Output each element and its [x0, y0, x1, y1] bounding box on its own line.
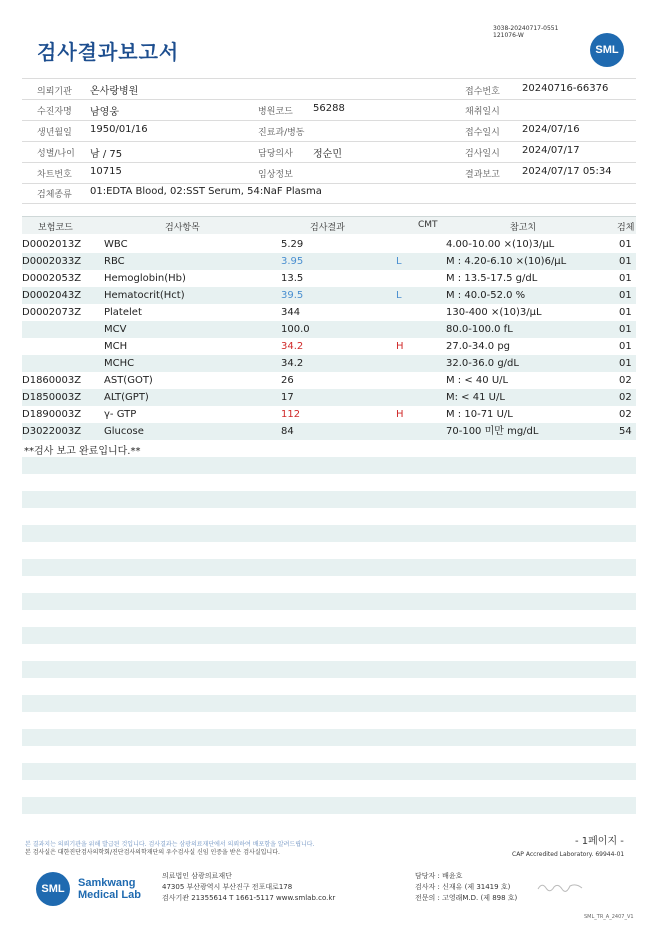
cell-result: 26 — [281, 375, 294, 386]
cell-cmt: H — [396, 341, 404, 352]
divider — [22, 78, 636, 79]
empty-row — [22, 491, 636, 508]
address-line2: 47305 부산광역시 부산진구 전포대로178 — [162, 883, 293, 891]
brand-name — [78, 877, 141, 901]
staff-line3: 전문의 : 고영래M.D. (제 898 호) — [415, 894, 518, 902]
sex-age-label: 성별/나이 — [37, 149, 75, 159]
col-header-cmt: CMT — [418, 220, 438, 230]
footnote-certification: 본 검사실은 대한진단검사의학회/진단검사의학재단의 우수검사실 신임 인증을 받은 검사실입니다. — [25, 849, 280, 856]
cell-specimen: 01 — [619, 324, 632, 335]
birth-label: 생년월일 — [37, 128, 72, 138]
cell-specimen: 01 — [619, 273, 632, 284]
cell-result: 3.95 — [281, 256, 304, 267]
cell-cmt: L — [396, 290, 402, 301]
cell-ref: M : 10-71 U/L — [446, 409, 513, 420]
col-header-result: 검사결과 — [310, 223, 345, 233]
cell-item: MCV — [104, 324, 127, 335]
cell-specimen: 01 — [619, 256, 632, 267]
cell-result: 17 — [281, 392, 294, 403]
cell-ref: 70-100 미만 mg/dL — [446, 426, 539, 437]
lab-address — [162, 871, 335, 904]
cell-item: Platelet — [104, 307, 142, 318]
divider — [22, 162, 636, 163]
specimen-value: 01:EDTA Blood, 02:SST Serum, 54:NaF Plasma — [90, 186, 322, 197]
cell-ref: M: < 41 U/L — [446, 392, 505, 403]
brand-line1: Samkwang — [78, 877, 136, 889]
cell-specimen: 02 — [619, 375, 632, 386]
cell-ref: M : 13.5-17.5 g/dL — [446, 273, 538, 284]
hospital-code-value: 56288 — [313, 103, 345, 114]
dept-label: 진료과/병동 — [258, 128, 305, 138]
sml-logo-icon: SML — [590, 33, 624, 67]
staff-line1: 담당자 : 배윤호 — [415, 872, 463, 880]
cell-specimen: 02 — [619, 409, 632, 420]
cell-item: Hematocrit(Hct) — [104, 290, 185, 301]
cell-ref: 80.0-100.0 fL — [446, 324, 513, 335]
cell-item: Hemoglobin(Hb) — [104, 273, 186, 284]
cell-result: 34.2 — [281, 341, 304, 352]
cell-ref: 130-400 ×(10)3/μL — [446, 307, 542, 318]
cell-specimen: 01 — [619, 290, 632, 301]
cell-specimen: 02 — [619, 392, 632, 403]
cell-cmt: L — [396, 256, 402, 267]
receipt-no-label: 접수번호 — [465, 87, 500, 97]
cell-item: AST(GOT) — [104, 375, 153, 386]
signature-icon — [536, 880, 586, 894]
staff-info — [415, 871, 517, 904]
address-line1: 의료법인 삼광의료재단 — [162, 872, 232, 880]
divider — [22, 120, 636, 121]
cell-item: γ- GTP — [104, 409, 137, 420]
cell-ref: M : 40.0-52.0 % — [446, 290, 526, 301]
cell-item: ALT(GPT) — [104, 392, 149, 403]
test-date-label: 검사일시 — [465, 149, 500, 159]
cell-specimen: 01 — [619, 358, 632, 369]
col-header-specimen: 검체 — [617, 223, 635, 233]
patient-label: 수진자명 — [37, 107, 72, 117]
doctor-value: 정순민 — [313, 149, 342, 160]
footnote-disclaimer: 본 결과지는 의뢰기관을 위해 발급된 것입니다. 검사결과는 삼광의료재단에서 의뢰하여 배포함을 알려드립니다. — [25, 841, 315, 848]
empty-row — [22, 559, 636, 576]
cell-item: WBC — [104, 239, 128, 250]
hospital-code-label: 병원코드 — [258, 107, 293, 117]
divider — [22, 141, 636, 142]
divider — [22, 203, 636, 204]
cell-code: D0002013Z — [22, 239, 82, 250]
cell-specimen: 01 — [619, 341, 632, 352]
receipt-no-value: 20240716-66376 — [522, 83, 609, 94]
cell-ref: 32.0-36.0 g/dL — [446, 358, 519, 369]
cell-result: 39.5 — [281, 290, 304, 301]
col-header-item: 검사항목 — [165, 223, 200, 233]
birth-value: 1950/01/16 — [90, 124, 148, 135]
empty-row — [22, 661, 636, 678]
empty-row — [22, 593, 636, 610]
clinical-label: 임상정보 — [258, 170, 293, 180]
col-header-ref: 참고치 — [510, 223, 537, 233]
page-number: - 1페이지 - — [575, 836, 624, 847]
cell-cmt: H — [396, 409, 404, 420]
cell-result: 84 — [281, 426, 294, 437]
cell-result: 13.5 — [281, 273, 304, 284]
empty-row — [22, 627, 636, 644]
cell-specimen: 01 — [619, 307, 632, 318]
empty-row — [22, 525, 636, 542]
cell-item: Glucose — [104, 426, 144, 437]
report-complete-text: **검사 보고 완료입니다.** — [24, 446, 141, 457]
empty-row — [22, 457, 636, 474]
receipt-date-value: 2024/07/16 — [522, 124, 580, 135]
patient-value: 남영웅 — [90, 107, 119, 118]
cell-code: D1850003Z — [22, 392, 82, 403]
empty-row — [22, 729, 636, 746]
staff-line2: 검사자 : 신재유 (제 31419 호) — [415, 883, 511, 891]
cell-code: D0002043Z — [22, 290, 82, 301]
cap-accreditation: CAP Accredited Laboratory. 69944-01 — [512, 851, 625, 858]
cell-code: D1890003Z — [22, 409, 82, 420]
sml-logo-icon: SML — [36, 872, 70, 906]
cell-result: 344 — [281, 307, 301, 318]
collect-date-label: 채취일시 — [465, 107, 500, 117]
cell-item: MCH — [104, 341, 128, 352]
specimen-label: 검체종류 — [37, 190, 72, 200]
cell-code: D0002073Z — [22, 307, 82, 318]
empty-row — [22, 763, 636, 780]
empty-row — [22, 797, 636, 814]
cell-result: 34.2 — [281, 358, 304, 369]
chart-no-label: 차트번호 — [37, 170, 72, 180]
document-id-line2: 121076-W — [493, 32, 524, 39]
form-version: SML_TR_A_2407_V1 — [584, 914, 634, 920]
cell-specimen: 54 — [619, 426, 632, 437]
divider — [22, 99, 636, 100]
brand-line2: Medical Lab — [78, 889, 141, 901]
cell-result: 5.29 — [281, 239, 304, 250]
doctor-label: 담당의사 — [258, 149, 293, 159]
col-header-code: 보험코드 — [38, 223, 73, 233]
report-date-label: 결과보고 — [465, 170, 500, 180]
cell-specimen: 01 — [619, 239, 632, 250]
document-id — [493, 25, 558, 39]
cell-item: RBC — [104, 256, 125, 267]
document-id-line1: 3038-20240717-0551 — [493, 25, 559, 32]
address-line3: 검사기관 21355614 T 1661-5117 www.smlab.co.kr — [162, 894, 336, 902]
cell-item: MCHC — [104, 358, 135, 369]
cell-result: 100.0 — [281, 324, 310, 335]
receipt-date-label: 접수일시 — [465, 128, 500, 138]
empty-row — [22, 695, 636, 712]
request-org-label: 의뢰기관 — [37, 87, 72, 97]
cell-code: D1860003Z — [22, 375, 82, 386]
chart-no-value: 10715 — [90, 166, 122, 177]
request-org-value: 온사랑병원 — [90, 86, 139, 97]
cell-ref: M : 4.20-6.10 ×(10)6/μL — [446, 256, 567, 267]
sex-age-value: 남 / 75 — [90, 149, 123, 160]
cell-code: D0002053Z — [22, 273, 82, 284]
cell-ref: M : < 40 U/L — [446, 375, 509, 386]
test-date-value: 2024/07/17 — [522, 145, 580, 156]
cell-result: 112 — [281, 409, 301, 420]
page-title: 검사결과보고서 — [37, 40, 180, 64]
report-date-value: 2024/07/17 05:34 — [522, 166, 612, 177]
cell-ref: 4.00-10.00 ×(10)3/μL — [446, 239, 555, 250]
divider — [22, 183, 636, 184]
cell-code: D0002033Z — [22, 256, 82, 267]
cell-code: D3022003Z — [22, 426, 82, 437]
cell-ref: 27.0-34.0 pg — [446, 341, 511, 352]
